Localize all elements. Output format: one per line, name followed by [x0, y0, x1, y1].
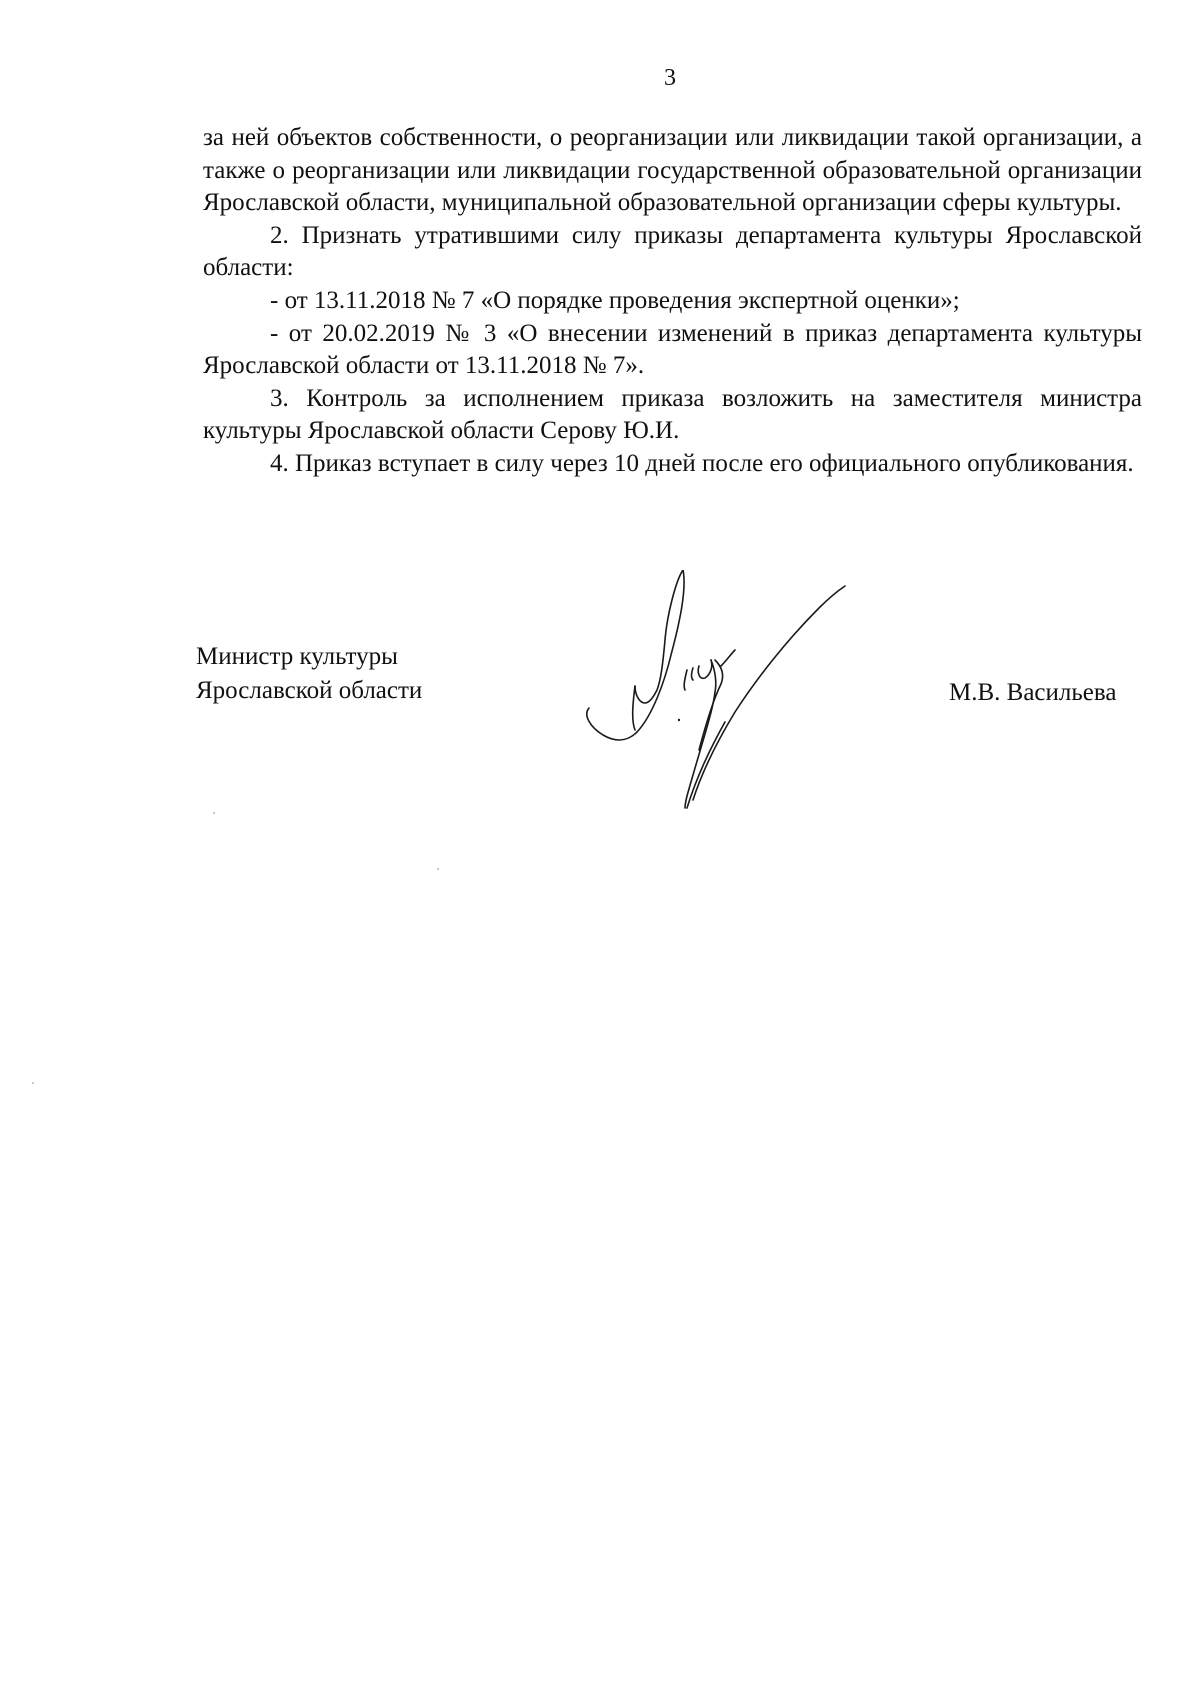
paragraph-continuation: за ней объектов собственности, о реорганизации или ликвидации такой организации, а также о реорганизации или ликвидации государственной образовательной организации Ярославской области, муниципальной образовательной организации сферы культуры.: [203, 124, 1142, 217]
signatory-name: М.В. Васильева: [949, 679, 1117, 706]
paragraph-item-3: 3. Контроль за исполнением приказа возложить на заместителя министра культуры Ярославской области Серову Ю.И.: [203, 384, 1142, 445]
paragraph-subitem-2: - от 20.02.2019 № 3 «О внесении изменений в приказ департамента культуры Ярославской области от 13.11.2018 № 7».: [203, 319, 1142, 380]
scan-speck: [32, 1082, 34, 1084]
paragraph-subitem-1: - от 13.11.2018 № 7 «О порядке проведения экспертной оценки»;: [270, 286, 960, 314]
signatory-position: [196, 640, 422, 708]
handwritten-signature: [575, 570, 895, 820]
scan-speck: [213, 812, 215, 814]
signatory-position-line-2: Ярославской области: [196, 677, 423, 704]
document-body: [203, 122, 1142, 481]
paragraph-item-4: 4. Приказ вступает в силу через 10 дней после его официального опубликования.: [270, 449, 1134, 477]
signatory-position-line-1: Министр культуры: [196, 643, 398, 670]
page-number: 3: [664, 65, 676, 91]
scan-speck: [437, 868, 439, 870]
paragraph-item-2: 2. Признать утратившими силу приказы департамента культуры Ярославской области:: [203, 221, 1142, 282]
